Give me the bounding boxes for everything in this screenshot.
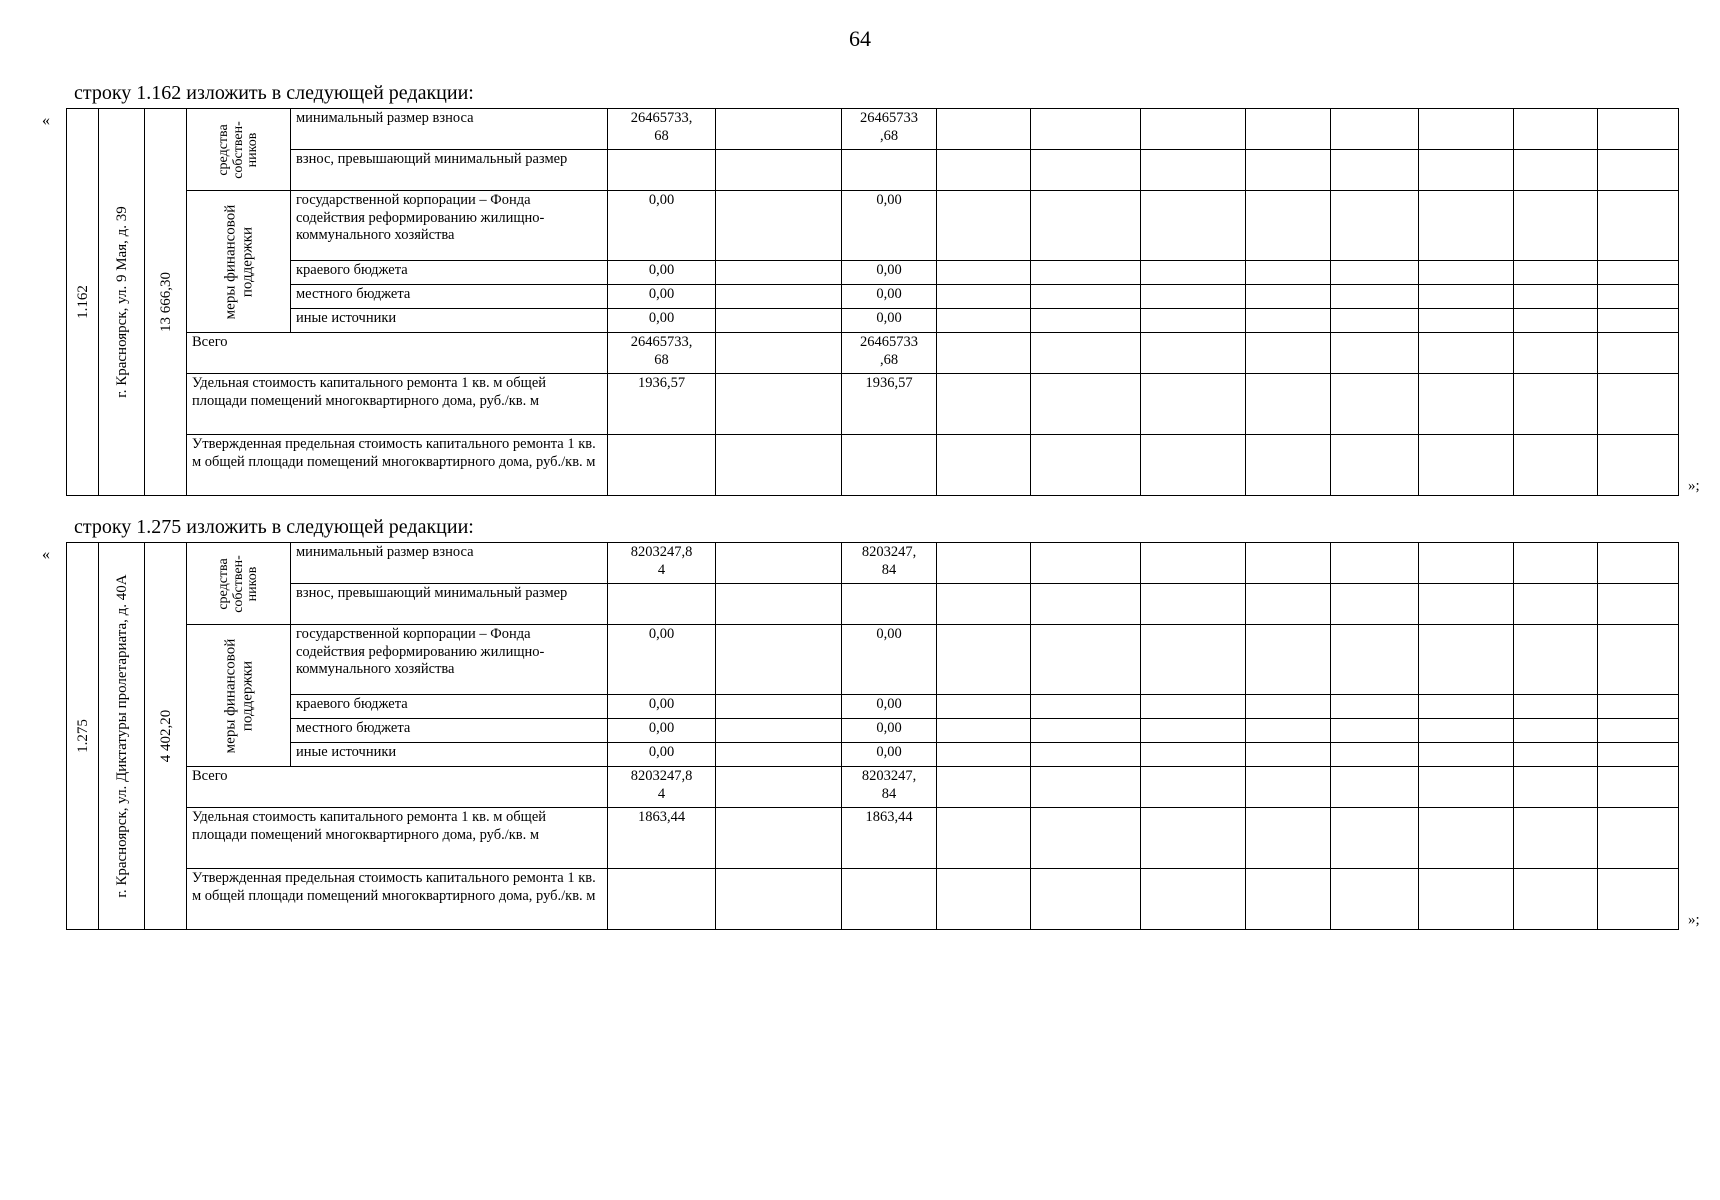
financial-support-label: меры финансовой поддержки (222, 204, 255, 319)
value-cell: 0,00 (608, 625, 716, 695)
row-label: краевого бюджета (291, 261, 608, 285)
table-row (67, 695, 1679, 719)
table-row (67, 543, 1679, 584)
address-cell (99, 109, 145, 496)
value-cell: 0,00 (842, 309, 937, 333)
value-cell: 1863,44 (842, 808, 937, 869)
table-row (67, 285, 1679, 309)
row-label: минимальный размер взноса (291, 109, 608, 150)
row-label: взнос, превышающий минимальный размер (291, 150, 608, 191)
value-cell: 0,00 (608, 309, 716, 333)
area-cell (145, 543, 187, 930)
row-label: местного бюджета (291, 719, 608, 743)
row-number-cell (67, 543, 99, 930)
value-cell: 0,00 (842, 261, 937, 285)
financial-support-label: меры финансовой поддержки (222, 638, 255, 753)
value-cell (842, 435, 937, 496)
financial-support-group (187, 191, 291, 333)
owners-funds-label: средства собствен- ников (215, 554, 260, 613)
max-cost-row (67, 435, 1679, 496)
table-row (67, 743, 1679, 767)
value-cell: 1936,57 (608, 374, 716, 435)
table-row (67, 584, 1679, 625)
row-label: Всего (187, 767, 608, 808)
row-label: Всего (187, 333, 608, 374)
page-number: 64 (849, 26, 871, 51)
row-label: Утвержденная предельная стоимость капитального ремонта 1 кв. м общей площади помещений многоквартирного дома, руб./кв. м (187, 869, 608, 930)
row-label: краевого бюджета (291, 695, 608, 719)
value-cell: 0,00 (608, 719, 716, 743)
value-cell (608, 869, 716, 930)
amendment-table-2 (66, 542, 1679, 930)
row-label: государственной корпорации – Фонда содействия реформированию жилищно-коммунального хозяйства (291, 625, 608, 695)
value-cell: 0,00 (842, 719, 937, 743)
table-row (67, 309, 1679, 333)
value-cell: 8203247, 84 (842, 767, 937, 808)
value-cell: 0,00 (608, 191, 716, 261)
row-label: Утвержденная предельная стоимость капитального ремонта 1 кв. м общей площади помещений многоквартирного дома, руб./кв. м (187, 435, 608, 496)
row-label: местного бюджета (291, 285, 608, 309)
row-number: 1.162 (74, 285, 91, 319)
row-label: иные источники (291, 309, 608, 333)
total-area: 4 402,20 (157, 709, 174, 763)
value-cell: 8203247, 84 (842, 543, 937, 584)
row-label: иные источники (291, 743, 608, 767)
max-cost-row (67, 869, 1679, 930)
unit-cost-row (67, 808, 1679, 869)
address-cell (99, 543, 145, 930)
value-cell (842, 869, 937, 930)
row-label: государственной корпорации – Фонда содействия реформированию жилищно-коммунального хозяйства (291, 191, 608, 261)
value-cell: 26465733, 68 (608, 333, 716, 374)
value-cell: 0,00 (608, 261, 716, 285)
total-row (67, 767, 1679, 808)
table-row (67, 261, 1679, 285)
address: г. Красноярск, ул. 9 Мая, д. 39 (113, 206, 130, 398)
owners-funds-label: средства собствен- ников (215, 120, 260, 179)
total-row (67, 333, 1679, 374)
area-cell (145, 109, 187, 496)
row-label: Удельная стоимость капитального ремонта 1 кв. м общей площади помещений многоквартирного дома, руб./кв. м (187, 374, 608, 435)
value-cell (608, 150, 716, 191)
opening-quote-1: « (42, 112, 50, 129)
table-row (67, 719, 1679, 743)
value-cell: 1936,57 (842, 374, 937, 435)
table-row (67, 150, 1679, 191)
value-cell: 8203247,8 4 (608, 767, 716, 808)
value-cell: 26465733 ,68 (842, 333, 937, 374)
value-cell: 0,00 (842, 285, 937, 309)
total-area: 13 666,30 (157, 272, 174, 332)
row-number-cell (67, 109, 99, 496)
value-cell: 0,00 (608, 743, 716, 767)
row-label: минимальный размер взноса (291, 543, 608, 584)
value-cell: 0,00 (608, 695, 716, 719)
row-label: взнос, превышающий минимальный размер (291, 584, 608, 625)
row-number: 1.275 (74, 719, 91, 753)
section-title-2: строку 1.275 изложить в следующей редакции: (74, 516, 474, 538)
unit-cost-row (67, 374, 1679, 435)
value-cell: 0,00 (842, 191, 937, 261)
value-cell: 8203247,8 4 (608, 543, 716, 584)
financial-support-group (187, 625, 291, 767)
address: г. Красноярск, ул. Диктатуры пролетариата, д. 40А (113, 574, 130, 898)
value-cell (842, 584, 937, 625)
value-cell: 0,00 (842, 695, 937, 719)
amendment-table-1 (66, 108, 1679, 496)
value-cell: 1863,44 (608, 808, 716, 869)
value-cell: 0,00 (608, 285, 716, 309)
table-row (67, 109, 1679, 150)
table-row (67, 625, 1679, 695)
value-cell: 0,00 (842, 743, 937, 767)
value-cell (842, 150, 937, 191)
owners-funds-group (187, 543, 291, 625)
row-label: Удельная стоимость капитального ремонта 1 кв. м общей площади помещений многоквартирного дома, руб./кв. м (187, 808, 608, 869)
value-cell: 26465733 ,68 (842, 109, 937, 150)
section-title-1: строку 1.162 изложить в следующей редакции: (74, 82, 474, 104)
opening-quote-2: « (42, 546, 50, 563)
value-cell: 0,00 (842, 625, 937, 695)
closing-quote-1: »; (1688, 478, 1700, 494)
value-cell: 26465733, 68 (608, 109, 716, 150)
table-row (67, 191, 1679, 261)
value-cell (608, 435, 716, 496)
closing-quote-2: »; (1688, 912, 1700, 928)
owners-funds-group (187, 109, 291, 191)
value-cell (608, 584, 716, 625)
